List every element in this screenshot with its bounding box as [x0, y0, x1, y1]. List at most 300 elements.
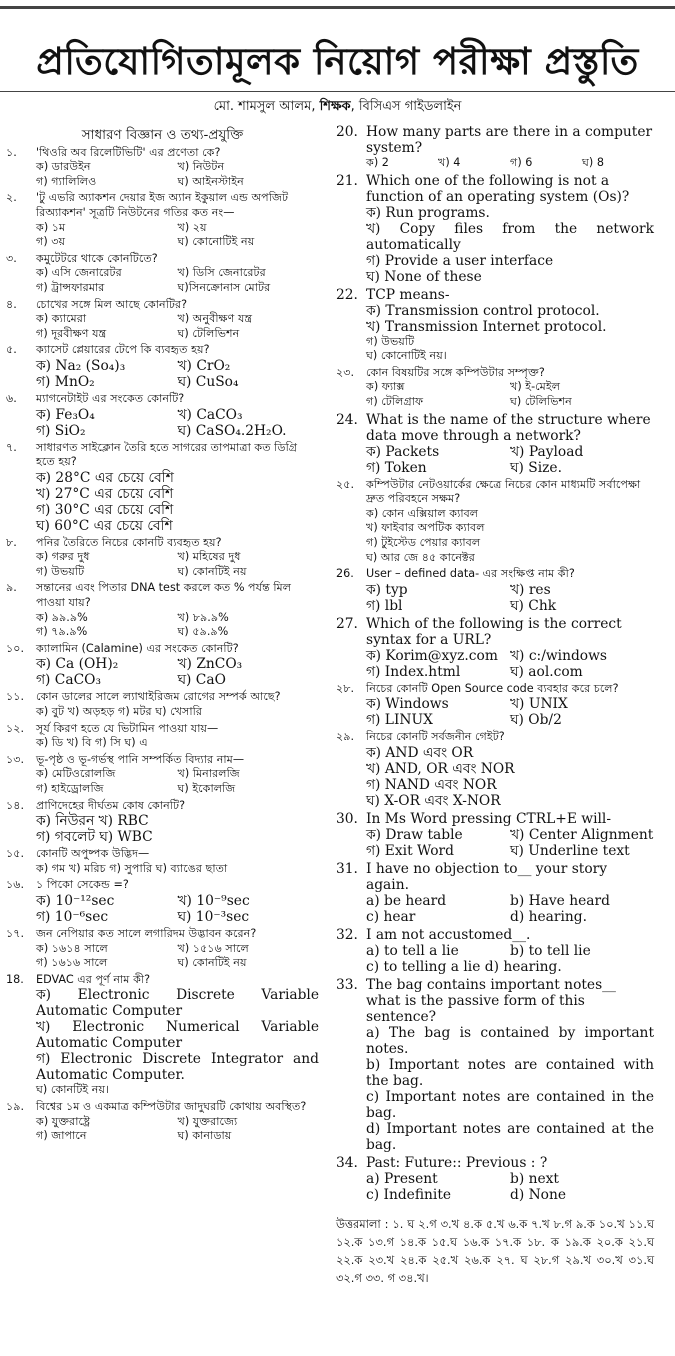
- question-text: 'টু এভরি অ্যাকশন দেয়ার ইজ অ্যান ইকুয়াল এন্ড অপজিট রিঅ্যাকশন' সূত্রটি নিউটনের গতির কত নং—: [36, 191, 289, 219]
- answer-option: ক) Na₂ (So₄)₃: [36, 357, 126, 374]
- option-list: [336, 380, 654, 409]
- answer-option: গ) 6: [510, 156, 533, 169]
- option-list: [6, 611, 319, 640]
- answer-option: গ) Index.html: [366, 663, 461, 680]
- question-number: ৩.: [6, 251, 17, 265]
- question-item: [6, 642, 319, 689]
- option-row: [366, 395, 654, 410]
- question-item: [6, 799, 319, 846]
- option-list: [6, 862, 319, 877]
- option-row: [36, 829, 319, 845]
- option-list: [336, 1171, 654, 1203]
- answer-option: খ) ZnCO₃: [177, 656, 243, 673]
- question-text: I am not accustomed__.: [366, 926, 531, 943]
- answer-option: ঘ) Underline text: [510, 842, 630, 859]
- answer-option: খ) Copy files from the network automatically: [366, 220, 654, 253]
- question-item: [6, 581, 319, 639]
- answer-option: খ) CaCO₃: [177, 406, 243, 423]
- question-item: [6, 392, 319, 439]
- option-row: [366, 1171, 654, 1187]
- right-question-list: [336, 124, 654, 1203]
- answer-option: b) next: [510, 1170, 559, 1187]
- question-item: [336, 366, 654, 410]
- top-rule: [0, 6, 675, 9]
- answer-option: c) hear: [366, 908, 416, 925]
- answer-option: ক) 2: [366, 156, 389, 169]
- option-list: [336, 696, 654, 728]
- option-list: [6, 987, 319, 1098]
- question-text-row: [336, 567, 654, 582]
- question-text: ভূ-পৃষ্ঠ ও ভূ-গর্ভস্থ পানি সম্পর্কিত বিদ্যার নাম—: [36, 752, 245, 766]
- option-list: [6, 470, 319, 534]
- answer-option: খ) ই-মেইল: [510, 380, 561, 394]
- option-row: [36, 407, 319, 423]
- option-row: [366, 943, 654, 959]
- question-item: [336, 861, 654, 925]
- question-number: 30.: [336, 810, 358, 827]
- answer-option: ঘ) None of these: [366, 268, 482, 285]
- answer-option: ঘ) টেলিভিশন: [177, 326, 240, 340]
- question-number: 26.: [336, 567, 354, 581]
- option-row: [36, 656, 319, 672]
- question-number: ১৫.: [6, 847, 25, 861]
- option-row: [36, 327, 319, 342]
- answer-option: গ) LINUX: [366, 712, 433, 729]
- option-row: [366, 380, 654, 395]
- question-number: ২৫.: [336, 477, 355, 491]
- option-list: [6, 736, 319, 751]
- publication-name: বিসিএস গাইডলাইন: [358, 99, 462, 114]
- answer-option: b) to tell lie: [510, 942, 591, 959]
- question-text-row: [6, 1100, 319, 1115]
- option-row: [36, 374, 319, 390]
- answer-option: ঘ) CuSo₄: [177, 373, 239, 390]
- option-row: [36, 611, 319, 626]
- option-row: [366, 959, 654, 975]
- answer-option: গ) ৩য়: [36, 235, 66, 249]
- option-row: [366, 507, 654, 522]
- answer-option: ক) Draw table: [366, 826, 463, 843]
- option-list: [336, 648, 654, 680]
- question-text-row: [6, 536, 319, 551]
- question-item: [336, 478, 654, 566]
- question-item: [6, 343, 319, 390]
- answer-option: ক) Ca (OH)₂: [36, 656, 119, 673]
- answer-option: খ) যুক্তরাজ্যে: [177, 1114, 238, 1128]
- question-number: ৭.: [6, 440, 17, 454]
- answer-option: ক) typ: [366, 581, 408, 598]
- option-list: [336, 156, 654, 171]
- option-row: [366, 460, 654, 476]
- option-list: [336, 827, 654, 859]
- question-number: ১৪.: [6, 798, 25, 812]
- question-number: ৯.: [6, 581, 17, 595]
- answer-option: খ) res: [510, 581, 551, 598]
- option-list: [6, 312, 319, 341]
- option-row: [36, 782, 319, 797]
- question-number: 31.: [336, 860, 358, 877]
- question-text-row: [6, 722, 319, 737]
- option-row: [36, 956, 319, 971]
- answer-option: ক) ডি খ) বি গ) সি ঘ) এ: [36, 736, 148, 750]
- option-row: [36, 565, 319, 580]
- question-item: [336, 173, 654, 285]
- answer-option: ঘ)সিনক্রোনাস মোটর: [177, 280, 271, 294]
- answer-option: খ) ২য়: [177, 220, 207, 234]
- question-number: 27.: [336, 615, 358, 632]
- option-row: [366, 349, 654, 364]
- question-item: [6, 973, 319, 1098]
- answer-option: ঘ) কোনোটিই নয়।: [366, 349, 447, 363]
- question-text: নিচের কোনটি সর্বজনীন গেইট?: [366, 730, 505, 744]
- answer-option: ক) Electronic Discrete Variable Automatic Computer: [36, 987, 319, 1020]
- answer-option: a) be heard: [366, 892, 447, 909]
- answer-option: d) Important notes are contained at the bag.: [366, 1120, 654, 1153]
- question-text-row: [336, 861, 654, 893]
- author-name: মো. শামসুল আলম: [213, 99, 312, 114]
- option-row: [36, 1115, 319, 1130]
- option-row: [36, 672, 319, 688]
- question-number: 20.: [336, 124, 358, 140]
- answer-option: খ) Electronic Numerical Variable Automatic Computer: [36, 1019, 319, 1052]
- answer-key-text: ১. ঘ ২.গ ৩.খ ৪.ক ৫.খ ৬.ক ৭.খ ৮.গ ৯.ক ১০.খ ১১.ঘ ১২.ক ১৩.গ ১৪.ক ১৫.ঘ ১৬.ক ১৭.ক ১৮. ক ১৯.ক ২০.ক ২১.ঘ ২২.ক ২৩.খ ২৪.ক ২৫.খ ২৬.ক ২৭. ঘ ২৮.গ ২৯.খ ৩০.খ ৩১.ঘ ৩২.গ ৩৩. গ ৩৪.খ।: [336, 1216, 654, 1285]
- answer-option: c) Important notes are contained in the bag.: [366, 1088, 654, 1121]
- question-item: [6, 878, 319, 925]
- question-text-row: [6, 753, 319, 768]
- option-list: [6, 160, 319, 189]
- answer-option: খ) মহিষের দুধ: [177, 550, 241, 564]
- answer-option: ক) গরুর দুধ: [36, 550, 90, 564]
- option-row: [36, 358, 319, 374]
- question-text: How many parts are there in a computer system?: [366, 124, 653, 156]
- option-row: [366, 335, 654, 350]
- option-row: [36, 175, 319, 190]
- question-text: সাধারণত সাইক্লোন তৈরি হতে সাগরের তাপমাত্রা কত ডিগ্রি হতে হয়?: [36, 440, 298, 469]
- question-number: 33.: [336, 976, 358, 993]
- answer-option: a) The bag is contained by important notes.: [366, 1024, 654, 1057]
- answer-option: খ) Transmission Internet protocol.: [366, 318, 607, 335]
- question-number: 22.: [336, 286, 358, 303]
- question-item: [6, 927, 319, 971]
- question-text: পনির তৈরিতে নিচের কোনটি ব্যবহৃত হয়?: [36, 535, 222, 549]
- answer-option: ক) ১ম: [36, 220, 66, 234]
- question-number: ৬.: [6, 391, 17, 405]
- question-text: User – defined data- এর সংক্ষিপ্ত নাম কী?: [366, 567, 575, 581]
- question-text: ক্যালামিন (Calamine) এর সংকেত কোনটি?: [36, 641, 239, 655]
- answer-option: ঘ) Size.: [510, 459, 562, 476]
- question-text: ক্যাসেট প্লেয়ারের টেপে কি ব্যবহৃত হয়?: [36, 343, 210, 357]
- question-item: [336, 682, 654, 729]
- question-number: ৫.: [6, 343, 17, 357]
- option-row: [36, 266, 319, 281]
- option-row: [366, 253, 654, 269]
- option-row: [366, 648, 654, 664]
- answer-option: গ) ট্রান্সফারমার: [36, 280, 105, 294]
- question-text-row: [6, 690, 319, 705]
- answer-option: গ) SiO₂: [36, 422, 86, 439]
- answer-option: খ) 27°C এর চেয়ে বেশি: [36, 485, 174, 502]
- answer-option: ঘ) X-OR এবং X-NOR: [366, 792, 501, 809]
- answer-option: ক) ডারউইন: [36, 160, 91, 174]
- option-row: [36, 160, 319, 175]
- question-number: ১২.: [6, 721, 25, 735]
- question-number: ৪.: [6, 297, 17, 311]
- answer-option: a) to tell a lie: [366, 942, 459, 959]
- answer-option: খ) অনুবীক্ষণ যন্ত্র: [177, 312, 253, 326]
- question-item: [336, 124, 654, 171]
- question-text-row: [6, 973, 319, 988]
- question-number: ২.: [6, 191, 17, 205]
- question-item: [336, 730, 654, 809]
- answer-option: গ) উভয়টি: [36, 564, 85, 578]
- answer-option: খ) ডিসি জেনারেটর: [177, 266, 266, 280]
- answer-option: খ) Payload: [510, 443, 584, 460]
- question-text-row: [6, 298, 319, 313]
- option-row: [36, 893, 319, 909]
- question-text-row: [336, 124, 654, 156]
- answer-option: ক) Windows: [366, 696, 449, 713]
- option-row: [366, 551, 654, 566]
- option-row: [36, 486, 319, 502]
- answer-option: গ) টুইস্টেড পেয়ার ক্যাবল: [366, 535, 481, 549]
- question-text: In Ms Word pressing CTRL+E will-: [366, 810, 611, 827]
- option-row: [366, 319, 654, 335]
- option-row: [366, 444, 654, 460]
- option-list: [336, 582, 654, 614]
- answer-option: ক) 28°C এর চেয়ে বেশি: [36, 469, 174, 486]
- option-row: [366, 712, 654, 728]
- answer-option: গ) দূরবীক্ষণ যন্ত্র: [36, 326, 107, 340]
- question-item: [6, 536, 319, 580]
- question-text: What is the name of the structure where data move through a network?: [366, 411, 651, 444]
- answer-option: ঘ) কোনটিই নয়: [177, 564, 247, 578]
- option-row: [366, 745, 654, 761]
- answer-option: গ) গ্যালিলিও: [36, 174, 97, 188]
- answer-option: খ) মিনারলজি: [177, 767, 240, 781]
- question-text: কোন বিষয়টির সঙ্গে কম্পিউটার সম্পৃক্ত?: [366, 365, 545, 379]
- question-item: [336, 977, 654, 1153]
- answer-option: ঘ) কানাডায়: [177, 1129, 232, 1143]
- option-row: [366, 582, 654, 598]
- question-text: 'থিওরি অব রিলেটিভিটি' এর প্রণেতা কে?: [36, 145, 221, 159]
- question-number: ২৯.: [336, 730, 355, 744]
- answer-option: গ) Token: [366, 459, 427, 476]
- question-text-row: [6, 927, 319, 942]
- question-number: 32.: [336, 926, 358, 943]
- question-text-row: [6, 799, 319, 814]
- question-number: ১৭.: [6, 926, 25, 940]
- answer-option: গ) Exit Word: [366, 842, 454, 859]
- answer-option: খ) ১৫১৬ সালে: [177, 941, 249, 955]
- option-row: [36, 312, 319, 327]
- answer-option: d) None: [510, 1186, 567, 1203]
- question-text: নিচের কোনটি Open Source code ব্যবহার করে চলে?: [366, 681, 619, 695]
- answer-option: ক) নিউরন খ) RBC: [36, 813, 149, 830]
- answer-option: খ) ৮৯.৯%: [177, 610, 229, 624]
- answer-option: ক) এসি জেনারেটর: [36, 266, 122, 280]
- question-text-row: [336, 682, 654, 697]
- left-column: [6, 124, 319, 1146]
- question-text-row: [6, 392, 319, 407]
- option-row: [366, 827, 654, 843]
- answer-option: খ) CrO₂: [177, 357, 231, 374]
- question-text-row: [336, 927, 654, 943]
- question-number: ১১.: [6, 690, 25, 704]
- question-text: চোখের সঙ্গে মিল আছে কোনটির?: [36, 297, 188, 311]
- question-item: [6, 191, 319, 249]
- option-list: [336, 303, 654, 364]
- question-text: Which one of the following is not a function of an operating system (Os)?: [366, 172, 630, 205]
- answer-option: ক) যুক্তরাষ্ট্রে: [36, 1114, 91, 1128]
- question-text-row: [6, 581, 319, 610]
- answer-option: খ) Center Alignment: [510, 826, 654, 843]
- answer-option: ঘ) 8: [582, 156, 604, 169]
- page-title: প্রতিযোগিতামূলক নিয়োগ পরীক্ষা প্রস্তুতি: [36, 40, 639, 83]
- question-text-row: [6, 642, 319, 657]
- answer-option: খ) 4: [438, 156, 461, 169]
- option-list: [336, 893, 654, 925]
- question-text-row: [6, 441, 319, 470]
- question-item: [6, 690, 319, 719]
- option-row: [366, 1025, 654, 1057]
- answer-option: ঘ) কোনটিই নয়: [177, 956, 247, 970]
- option-row: [366, 303, 654, 319]
- option-list: [6, 942, 319, 971]
- option-row: [366, 909, 654, 925]
- answer-option: গ) হাইড্রোলজি: [36, 782, 104, 795]
- author-role: শিক্ষক: [319, 99, 351, 114]
- option-list: [6, 893, 319, 925]
- question-item: [336, 1155, 654, 1203]
- question-text: ১ পিকো সেকেন্ড =?: [36, 878, 129, 892]
- question-text-row: [336, 173, 654, 205]
- answer-option: ক) Transmission control protocol.: [366, 302, 600, 319]
- question-text-row: [336, 616, 654, 648]
- question-text: কোনটি অপুষ্পক উদ্ভিদ—: [36, 847, 150, 861]
- byline: মো. শামসুল আলম, শিক্ষক, বিসিএস গাইডলাইন: [213, 99, 462, 114]
- option-list: [6, 358, 319, 390]
- title-rule: [0, 91, 675, 92]
- question-item: [6, 441, 319, 534]
- option-row: [366, 156, 654, 171]
- question-text: Which of the following is the correct syntax for a URL?: [366, 615, 622, 648]
- question-number: 34.: [336, 1154, 358, 1171]
- question-text: কমুটেটরে থাকে কোনটিতে?: [36, 251, 158, 265]
- option-row: [36, 502, 319, 518]
- option-row: [36, 813, 319, 829]
- option-list: [6, 266, 319, 295]
- answer-option: খ) c:/windows: [510, 647, 607, 664]
- answer-option: খ) UNIX: [510, 696, 568, 713]
- question-item: [6, 753, 319, 797]
- question-item: [336, 287, 654, 364]
- question-text: ম্যাগনেটাইট এর সংকেত কোনটি?: [36, 391, 185, 405]
- option-list: [6, 767, 319, 796]
- question-text-row: [336, 287, 654, 303]
- option-list: [336, 1025, 654, 1153]
- option-row: [366, 696, 654, 712]
- answer-option: ক) বুট খ) অড়হড় গ) মটর ঘ) খেসারি: [36, 705, 202, 719]
- option-list: [6, 407, 319, 439]
- option-list: [6, 705, 319, 720]
- question-text-row: [336, 811, 654, 827]
- answer-option: গ) জাপানে: [36, 1129, 87, 1143]
- question-number: ৮.: [6, 535, 17, 549]
- question-item: [6, 146, 319, 190]
- answer-option: গ) টেলিগ্রাফ: [366, 394, 424, 408]
- question-text: TCP means-: [366, 286, 450, 303]
- question-text-row: [336, 1155, 654, 1171]
- option-row: [36, 767, 319, 782]
- option-row: [366, 761, 654, 777]
- answer-option: খ) 10⁻⁹sec: [177, 892, 250, 909]
- option-row: [366, 793, 654, 809]
- answer-option: ঘ) কোনোটিই নয়: [177, 235, 255, 249]
- option-row: [36, 942, 319, 957]
- answer-option: c) Indefinite: [366, 1186, 452, 1203]
- answer-option: ঘ) আইনস্টাইন: [177, 174, 244, 188]
- answer-option: গ) 30°C এর চেয়ে বেশি: [36, 501, 174, 518]
- question-text: EDVAC এর পূর্ণ নাম কী?: [36, 972, 151, 986]
- question-number: ১৯.: [6, 1099, 25, 1113]
- question-text: সূর্য কিরণ হতে যে ভিটামিন পাওয়া যায়—: [36, 721, 219, 735]
- option-row: [366, 777, 654, 793]
- option-row: [36, 518, 319, 534]
- option-list: [6, 656, 319, 688]
- option-row: [36, 550, 319, 565]
- option-list: [336, 943, 654, 975]
- answer-option: খ) ফাইবার অপটিক ক্যাবল: [366, 521, 485, 535]
- question-number: ২৮.: [336, 681, 355, 695]
- answer-option: গ) MnO₂: [36, 373, 95, 390]
- option-list: [6, 221, 319, 250]
- answer-option: গ) উভয়টি: [366, 334, 415, 348]
- answer-option: ক) Run programs.: [366, 204, 490, 221]
- question-text-row: [6, 847, 319, 862]
- option-row: [36, 235, 319, 250]
- option-row: [36, 736, 319, 751]
- option-row: [366, 536, 654, 551]
- question-number: ২৩.: [336, 365, 355, 379]
- option-row: [36, 705, 319, 720]
- answer-option: ঘ) কোনটিই নয়।: [36, 1083, 110, 1097]
- option-row: [366, 1121, 654, 1153]
- answer-option: ঘ) ইকোলজি: [177, 782, 236, 795]
- answer-option: ঘ) aol.com: [510, 663, 583, 680]
- option-row: [366, 1057, 654, 1089]
- option-row: [366, 221, 654, 253]
- answer-option: গ) lbl: [366, 597, 403, 614]
- answer-option: ক) ১৬১৪ সালে: [36, 941, 108, 955]
- option-row: [366, 521, 654, 536]
- section-title: সাধারণ বিজ্ঞান ও তথ্য-প্রযুক্তি: [81, 127, 244, 143]
- question-text-row: [336, 730, 654, 745]
- question-item: [336, 616, 654, 680]
- answer-option: গ) NAND এবং NOR: [366, 776, 497, 793]
- question-item: [336, 567, 654, 614]
- option-row: [36, 281, 319, 296]
- option-row: [36, 1019, 319, 1051]
- answer-option: ঘ) Chk: [510, 597, 557, 614]
- answer-option: গ) Electronic Discrete Integrator and Automatic Computer.: [36, 1051, 319, 1084]
- answer-option: গ) ৭৯.৯%: [36, 625, 88, 639]
- answer-option: ক) Fe₃O₄: [36, 406, 95, 423]
- question-item: [6, 722, 319, 751]
- question-text-row: [6, 146, 319, 161]
- question-text-row: [6, 343, 319, 358]
- option-row: [366, 269, 654, 285]
- question-number: 21.: [336, 172, 358, 189]
